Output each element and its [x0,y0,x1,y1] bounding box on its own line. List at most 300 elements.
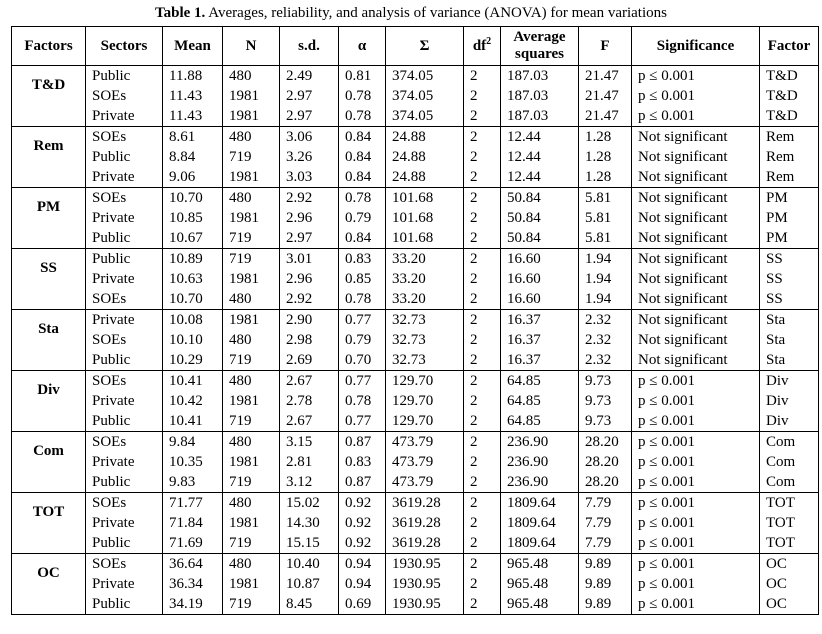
alpha-cell: 0.81 [339,66,386,87]
factor-repeat-cell: T&D [760,106,819,127]
header-f: F [579,27,632,66]
average-squares-cell: 16.37 [501,330,579,350]
significance-cell: Not significant [632,208,760,228]
sd-cell: 2.92 [280,188,339,209]
sector-cell: Private [86,167,163,188]
sector-cell: Private [86,452,163,472]
n-cell: 719 [223,147,280,167]
factor-repeat-cell: TOT [760,513,819,533]
mean-cell: 10.85 [163,208,223,228]
f-cell: 28.20 [579,432,632,453]
sd-cell: 2.97 [280,106,339,127]
average-squares-cell: 50.84 [501,228,579,249]
factor-cell: T&D [12,66,86,127]
table-row [12,452,819,472]
significance-cell: p ≤ 0.001 [632,106,760,127]
factor-repeat-cell: Div [760,391,819,411]
significance-cell: p ≤ 0.001 [632,391,760,411]
n-cell: 480 [223,188,280,209]
n-cell: 1981 [223,167,280,188]
significance-cell: p ≤ 0.001 [632,432,760,453]
alpha-cell: 0.87 [339,432,386,453]
sector-cell: Public [86,533,163,554]
f-cell: 5.81 [579,228,632,249]
df-cell: 2 [464,66,501,87]
df-cell: 2 [464,554,501,575]
factor-cell: SS [12,249,86,310]
table-row [12,493,819,514]
factor-cell: TOT [12,493,86,554]
n-cell: 719 [223,249,280,270]
header-row [12,27,819,66]
df-cell: 2 [464,310,501,331]
average-squares-cell: 12.44 [501,167,579,188]
header-df-sup: 2 [486,35,492,47]
sd-cell: 15.15 [280,533,339,554]
table-row [12,432,819,453]
sd-cell: 3.06 [280,127,339,148]
n-cell: 1981 [223,574,280,594]
n-cell: 719 [223,228,280,249]
alpha-cell: 0.79 [339,330,386,350]
significance-cell: p ≤ 0.001 [632,66,760,87]
sigma-cell: 24.88 [386,147,464,167]
mean-cell: 10.41 [163,411,223,432]
df-cell: 2 [464,472,501,493]
sigma-cell: 3619.28 [386,513,464,533]
significance-cell: p ≤ 0.001 [632,371,760,392]
mean-cell: 9.84 [163,432,223,453]
factor-repeat-cell: Sta [760,330,819,350]
table-row [12,228,819,249]
f-cell: 1.94 [579,289,632,310]
factor-repeat-cell: TOT [760,533,819,554]
df-cell: 2 [464,106,501,127]
f-cell: 9.73 [579,411,632,432]
sigma-cell: 129.70 [386,411,464,432]
n-cell: 1981 [223,106,280,127]
df-cell: 2 [464,432,501,453]
table-row [12,167,819,188]
sigma-cell: 3619.28 [386,493,464,514]
header-df [464,27,501,66]
average-squares-cell: 64.85 [501,411,579,432]
sd-cell: 15.02 [280,493,339,514]
factor-cell: Sta [12,310,86,371]
sector-cell: SOEs [86,493,163,514]
sector-cell: Private [86,106,163,127]
alpha-cell: 0.84 [339,147,386,167]
caption-text: Averages, reliability, and analysis of variance (ANOVA) for mean variations [208,5,667,21]
significance-cell: Not significant [632,289,760,310]
alpha-cell: 0.77 [339,371,386,392]
sigma-cell: 32.73 [386,330,464,350]
sector-cell: SOEs [86,188,163,209]
f-cell: 21.47 [579,86,632,106]
significance-cell: p ≤ 0.001 [632,411,760,432]
header-sectors: Sectors [86,27,163,66]
df-cell: 2 [464,208,501,228]
average-squares-cell: 16.37 [501,350,579,371]
table-row [12,533,819,554]
df-cell: 2 [464,228,501,249]
sd-cell: 2.97 [280,228,339,249]
table-row [12,350,819,371]
sd-cell: 2.92 [280,289,339,310]
mean-cell: 10.29 [163,350,223,371]
significance-cell: Not significant [632,188,760,209]
sigma-cell: 473.79 [386,432,464,453]
n-cell: 1981 [223,391,280,411]
sigma-cell: 374.05 [386,86,464,106]
sd-cell: 8.45 [280,594,339,615]
f-cell: 7.79 [579,493,632,514]
table-row [12,391,819,411]
f-cell: 9.73 [579,391,632,411]
average-squares-cell: 965.48 [501,574,579,594]
alpha-cell: 0.92 [339,493,386,514]
sd-cell: 2.97 [280,86,339,106]
sigma-cell: 129.70 [386,371,464,392]
average-squares-cell: 50.84 [501,208,579,228]
df-cell: 2 [464,147,501,167]
header-sd: s.d. [280,27,339,66]
average-squares-cell: 1809.64 [501,513,579,533]
mean-cell: 11.88 [163,66,223,87]
sector-cell: Public [86,594,163,615]
df-cell: 2 [464,86,501,106]
average-squares-cell: 236.90 [501,472,579,493]
sector-cell: Private [86,269,163,289]
f-cell: 5.81 [579,188,632,209]
significance-cell: p ≤ 0.001 [632,86,760,106]
table-row [12,411,819,432]
header-mean: Mean [163,27,223,66]
factor-cell: Rem [12,127,86,188]
mean-cell: 11.43 [163,86,223,106]
factor-cell: Com [12,432,86,493]
f-cell: 2.32 [579,330,632,350]
mean-cell: 10.41 [163,371,223,392]
factor-repeat-cell: Com [760,472,819,493]
significance-cell: p ≤ 0.001 [632,452,760,472]
df-cell: 2 [464,411,501,432]
sd-cell: 10.40 [280,554,339,575]
alpha-cell: 0.94 [339,554,386,575]
sd-cell: 2.67 [280,371,339,392]
n-cell: 480 [223,330,280,350]
table-row [12,147,819,167]
n-cell: 480 [223,493,280,514]
table-row [12,554,819,575]
factor-repeat-cell: PM [760,188,819,209]
factor-repeat-cell: Rem [760,127,819,148]
alpha-cell: 0.78 [339,188,386,209]
significance-cell: p ≤ 0.001 [632,513,760,533]
sector-cell: SOEs [86,330,163,350]
f-cell: 1.94 [579,269,632,289]
average-squares-cell: 236.90 [501,432,579,453]
f-cell: 9.73 [579,371,632,392]
n-cell: 1981 [223,208,280,228]
sigma-cell: 1930.95 [386,574,464,594]
factor-repeat-cell: Rem [760,147,819,167]
average-squares-cell: 50.84 [501,188,579,209]
sd-cell: 2.96 [280,208,339,228]
sigma-cell: 1930.95 [386,594,464,615]
table-caption [0,4,822,22]
df-cell: 2 [464,249,501,270]
sector-cell: Public [86,350,163,371]
n-cell: 1981 [223,513,280,533]
header-df-text: df [472,37,487,54]
sector-cell: Public [86,66,163,87]
mean-cell: 10.10 [163,330,223,350]
alpha-cell: 0.78 [339,106,386,127]
alpha-cell: 0.78 [339,391,386,411]
sd-cell: 2.67 [280,411,339,432]
sd-cell: 3.03 [280,167,339,188]
significance-cell: Not significant [632,147,760,167]
mean-cell: 71.77 [163,493,223,514]
n-cell: 719 [223,594,280,615]
f-cell: 2.32 [579,310,632,331]
significance-cell: Not significant [632,167,760,188]
factor-repeat-cell: OC [760,594,819,615]
f-cell: 1.28 [579,167,632,188]
factor-cell: PM [12,188,86,249]
sd-cell: 2.98 [280,330,339,350]
mean-cell: 11.43 [163,106,223,127]
alpha-cell: 0.78 [339,86,386,106]
sector-cell: SOEs [86,554,163,575]
factor-repeat-cell: PM [760,208,819,228]
sector-cell: Public [86,249,163,270]
factor-repeat-cell: SS [760,269,819,289]
mean-cell: 10.35 [163,452,223,472]
factor-repeat-cell: Rem [760,167,819,188]
table-row [12,513,819,533]
average-squares-cell: 187.03 [501,106,579,127]
sector-cell: Public [86,228,163,249]
n-cell: 480 [223,371,280,392]
mean-cell: 10.70 [163,188,223,209]
average-squares-cell: 16.37 [501,310,579,331]
sigma-cell: 24.88 [386,127,464,148]
alpha-cell: 0.92 [339,533,386,554]
df-cell: 2 [464,452,501,472]
df-cell: 2 [464,350,501,371]
table-row [12,269,819,289]
f-cell: 28.20 [579,452,632,472]
n-cell: 480 [223,127,280,148]
f-cell: 9.89 [579,554,632,575]
sector-cell: Private [86,391,163,411]
mean-cell: 9.06 [163,167,223,188]
average-squares-cell: 187.03 [501,86,579,106]
table-row [12,66,819,87]
mean-cell: 71.69 [163,533,223,554]
alpha-cell: 0.77 [339,310,386,331]
sd-cell: 3.26 [280,147,339,167]
mean-cell: 8.84 [163,147,223,167]
header-significance: Significance [632,27,760,66]
table-row [12,371,819,392]
table-row [12,249,819,270]
significance-cell: p ≤ 0.001 [632,493,760,514]
df-cell: 2 [464,269,501,289]
alpha-cell: 0.83 [339,452,386,472]
sigma-cell: 3619.28 [386,533,464,554]
mean-cell: 9.83 [163,472,223,493]
header-alpha: α [339,27,386,66]
sd-cell: 3.12 [280,472,339,493]
header-average-squares: Average squares [501,27,579,66]
factor-repeat-cell: T&D [760,86,819,106]
significance-cell: p ≤ 0.001 [632,472,760,493]
sigma-cell: 101.68 [386,188,464,209]
mean-cell: 36.64 [163,554,223,575]
mean-cell: 10.63 [163,269,223,289]
alpha-cell: 0.70 [339,350,386,371]
df-cell: 2 [464,594,501,615]
table-row [12,310,819,331]
header-factors: Factors [12,27,86,66]
sd-cell: 2.96 [280,269,339,289]
f-cell: 9.89 [579,574,632,594]
factor-repeat-cell: T&D [760,66,819,87]
df-cell: 2 [464,513,501,533]
df-cell: 2 [464,493,501,514]
average-squares-cell: 64.85 [501,391,579,411]
sigma-cell: 33.20 [386,269,464,289]
factor-cell: Div [12,371,86,432]
factor-repeat-cell: Com [760,432,819,453]
f-cell: 5.81 [579,208,632,228]
factor-repeat-cell: TOT [760,493,819,514]
sigma-cell: 374.05 [386,106,464,127]
n-cell: 719 [223,472,280,493]
caption-label: Table 1. [155,5,206,21]
alpha-cell: 0.84 [339,167,386,188]
sigma-cell: 33.20 [386,249,464,270]
df-cell: 2 [464,330,501,350]
significance-cell: p ≤ 0.001 [632,594,760,615]
n-cell: 480 [223,66,280,87]
significance-cell: Not significant [632,330,760,350]
df-cell: 2 [464,127,501,148]
df-cell: 2 [464,167,501,188]
alpha-cell: 0.84 [339,228,386,249]
average-squares-cell: 16.60 [501,289,579,310]
f-cell: 1.28 [579,127,632,148]
significance-cell: Not significant [632,350,760,371]
df-cell: 2 [464,391,501,411]
f-cell: 21.47 [579,106,632,127]
average-squares-cell: 965.48 [501,594,579,615]
sd-cell: 2.69 [280,350,339,371]
n-cell: 719 [223,533,280,554]
header-sigma: Σ [386,27,464,66]
significance-cell: Not significant [632,310,760,331]
factor-repeat-cell: Sta [760,350,819,371]
sector-cell: Public [86,472,163,493]
n-cell: 1981 [223,310,280,331]
sigma-cell: 101.68 [386,228,464,249]
sd-cell: 3.01 [280,249,339,270]
header-n: N [223,27,280,66]
significance-cell: Not significant [632,127,760,148]
factor-repeat-cell: Div [760,371,819,392]
df-cell: 2 [464,574,501,594]
df-cell: 2 [464,371,501,392]
sector-cell: Public [86,147,163,167]
f-cell: 7.79 [579,533,632,554]
factor-repeat-cell: SS [760,249,819,270]
sector-cell: Public [86,411,163,432]
factor-repeat-cell: SS [760,289,819,310]
alpha-cell: 0.92 [339,513,386,533]
table-row [12,330,819,350]
average-squares-cell: 12.44 [501,127,579,148]
sector-cell: SOEs [86,289,163,310]
sd-cell: 2.49 [280,66,339,87]
sigma-cell: 473.79 [386,472,464,493]
sd-cell: 2.90 [280,310,339,331]
sigma-cell: 473.79 [386,452,464,472]
f-cell: 1.94 [579,249,632,270]
alpha-cell: 0.77 [339,411,386,432]
mean-cell: 10.42 [163,391,223,411]
alpha-cell: 0.79 [339,208,386,228]
sd-cell: 3.15 [280,432,339,453]
factor-repeat-cell: Div [760,411,819,432]
mean-cell: 10.70 [163,289,223,310]
sector-cell: Private [86,208,163,228]
mean-cell: 36.34 [163,574,223,594]
alpha-cell: 0.78 [339,289,386,310]
mean-cell: 8.61 [163,127,223,148]
n-cell: 1981 [223,269,280,289]
sigma-cell: 101.68 [386,208,464,228]
mean-cell: 34.19 [163,594,223,615]
significance-cell: p ≤ 0.001 [632,574,760,594]
alpha-cell: 0.94 [339,574,386,594]
significance-cell: Not significant [632,269,760,289]
table-row [12,86,819,106]
alpha-cell: 0.84 [339,127,386,148]
f-cell: 7.79 [579,513,632,533]
average-squares-cell: 12.44 [501,147,579,167]
table-row [12,289,819,310]
sector-cell: SOEs [86,86,163,106]
significance-cell: p ≤ 0.001 [632,533,760,554]
table-row [12,208,819,228]
factor-repeat-cell: Sta [760,310,819,331]
f-cell: 1.28 [579,147,632,167]
sector-cell: SOEs [86,127,163,148]
table-row [12,127,819,148]
table-row [12,594,819,615]
sd-cell: 2.81 [280,452,339,472]
n-cell: 1981 [223,86,280,106]
table-body [12,66,819,615]
sigma-cell: 32.73 [386,310,464,331]
n-cell: 719 [223,411,280,432]
sigma-cell: 33.20 [386,289,464,310]
mean-cell: 10.67 [163,228,223,249]
mean-cell: 10.89 [163,249,223,270]
